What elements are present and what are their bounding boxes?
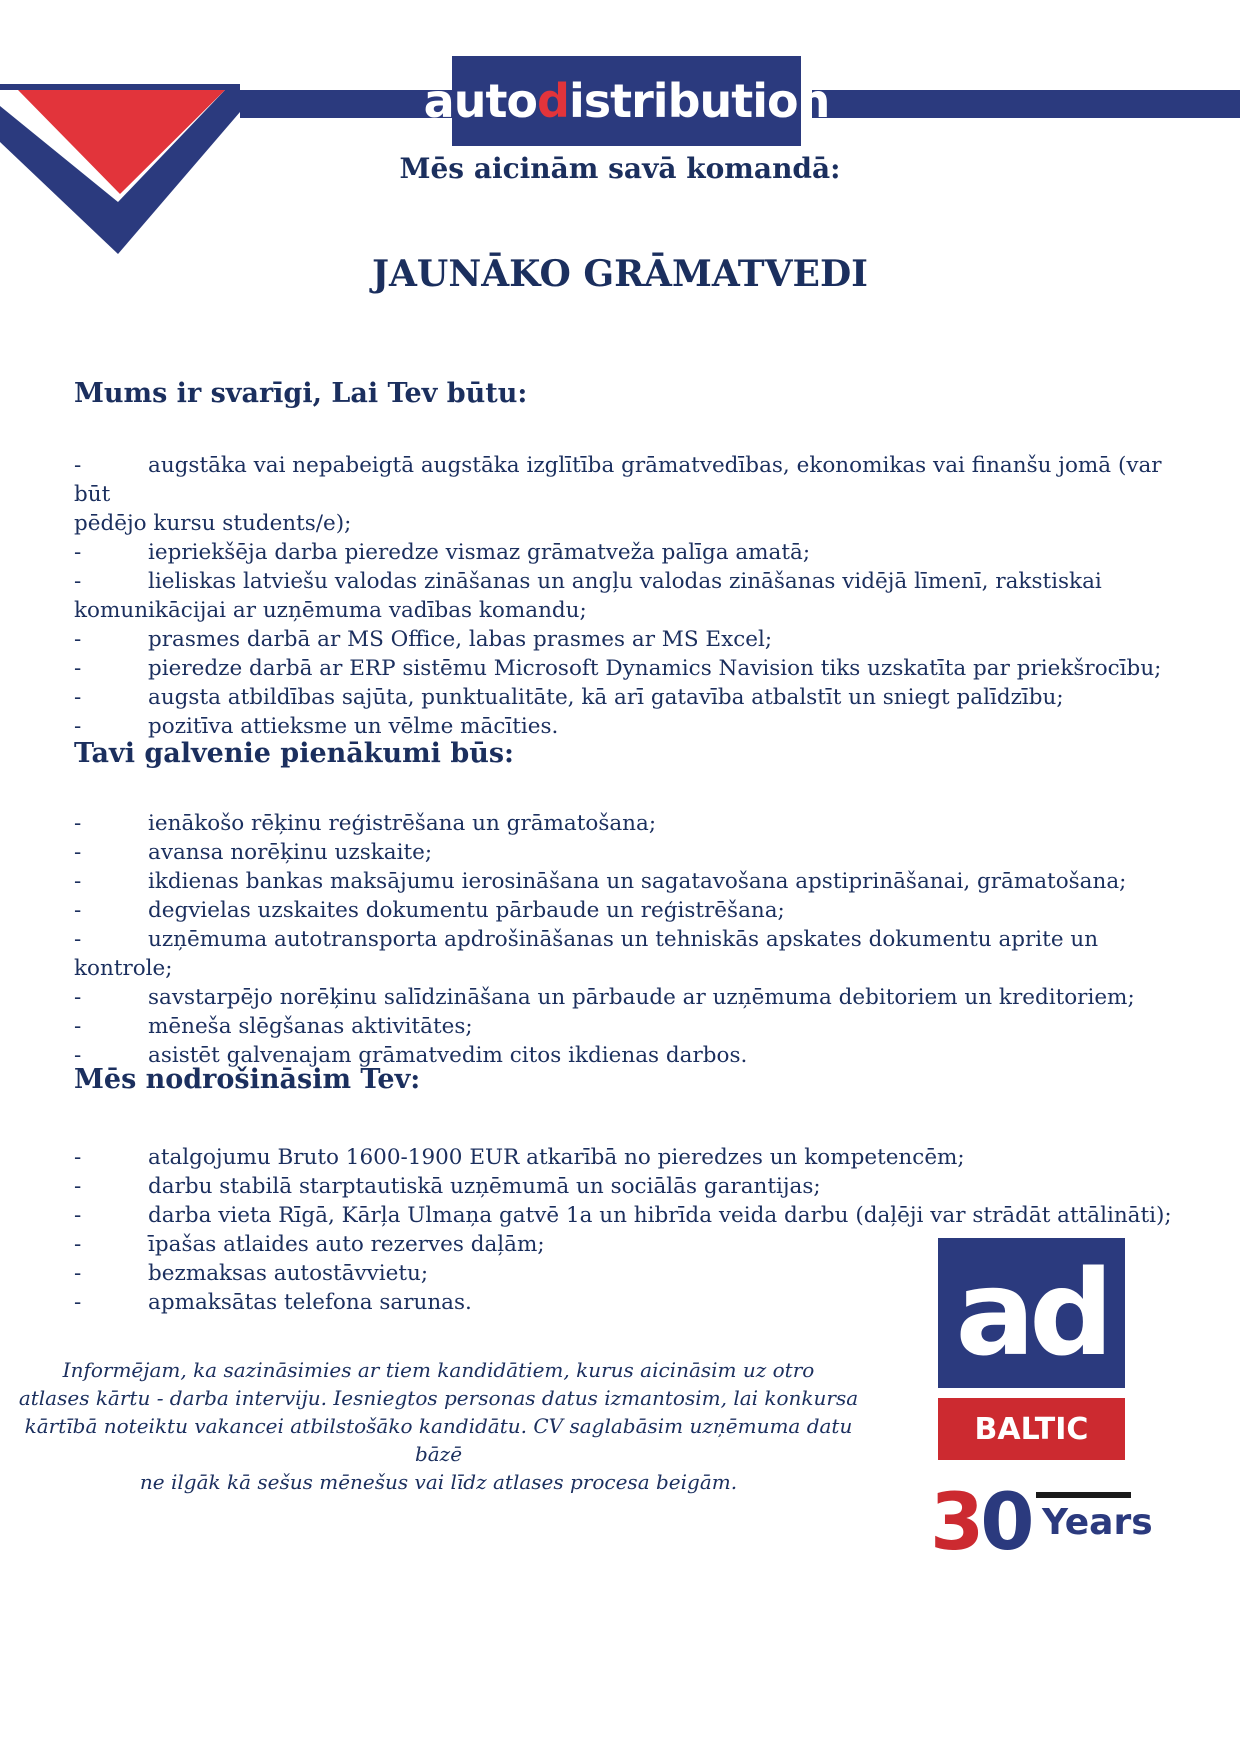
section-heading: Tavi galvenie pienākumi būs: bbox=[74, 738, 514, 769]
autodistribution-logo bbox=[423, 56, 830, 146]
logo-letter-d: d bbox=[537, 74, 569, 128]
duties-list bbox=[74, 809, 1184, 1070]
list-item: - degvielas uzskaites dokumentu pārbaude un reģistrēšana; bbox=[74, 898, 785, 923]
list-item: - avansa norēķinu uzskaite; bbox=[74, 840, 433, 865]
list-item: - mēneša slēgšanas aktivitātes; bbox=[74, 1014, 473, 1039]
job-title: JAUNĀKO GRĀMATVEDI bbox=[371, 253, 869, 295]
list-item-continuation: komunikācijai ar uzņēmuma vadības komandu; bbox=[74, 598, 587, 623]
list-item: - augstāka vai nepabeigtā augstāka izglītība grāmatvedības, ekonomikas vai finanšu jomā (var būt bbox=[74, 453, 1162, 507]
years-label: Years bbox=[1042, 1502, 1153, 1543]
logo-word-istribution: istribution bbox=[568, 74, 830, 128]
logo-word-auto: auto bbox=[423, 74, 538, 128]
years-underline bbox=[1036, 1492, 1131, 1498]
ad-glyph: ad bbox=[955, 1244, 1108, 1382]
notice-line: atlases kārtu - darba interviju. Iesniegtos personas datus izmantosim, lai konkursa bbox=[18, 1386, 859, 1410]
baltic-label-block bbox=[938, 1398, 1125, 1460]
ad-logo-divider bbox=[938, 1388, 1125, 1398]
section-duties bbox=[74, 738, 1184, 1070]
list-item: - augsta atbildības sajūta, punktualitāte, kā arī gatavība atbalstīt un sniegt palīdzību; bbox=[74, 685, 1064, 710]
list-item: - prasmes darbā ar MS Office, labas prasmes ar MS Excel; bbox=[74, 627, 773, 652]
list-item: - savstarpējo norēķinu salīdzināšana un pārbaude ar uzņēmuma debitoriem un kreditoriem; bbox=[74, 985, 1135, 1010]
privacy-notice bbox=[16, 1356, 861, 1496]
years-number: 30 bbox=[930, 1478, 1031, 1568]
list-item: - īpašas atlaides auto rezerves daļām; bbox=[74, 1232, 545, 1257]
list-item: - apmaksātas telefona sarunas. bbox=[74, 1290, 472, 1315]
list-item: - ikdienas bankas maksājumu ierosināšana un sagatavošana apstiprināšanai, grāmatošana; bbox=[74, 869, 1127, 894]
list-item: - atalgojumu Bruto 1600-1900 EUR atkarībā no pieredzes un kompetencēm; bbox=[74, 1145, 965, 1170]
baltic-label: BALTIC bbox=[974, 1411, 1089, 1447]
notice-line: Informējam, ka sazināsimies ar tiem kandidātiem, kurus aicināsim uz otro bbox=[62, 1358, 815, 1382]
list-item: - darbu stabilā starptautiskā uzņēmumā un sociālās garantijas; bbox=[74, 1174, 821, 1199]
header-stripe-right bbox=[812, 90, 1240, 118]
ad-logo-block bbox=[938, 1238, 1125, 1388]
requirements-list bbox=[74, 451, 1184, 741]
section-heading: Mums ir svarīgi, Lai Tev būtu: bbox=[74, 378, 528, 409]
section-heading: Mēs nodrošināsim Tev: bbox=[74, 1064, 421, 1095]
section-requirements bbox=[74, 378, 1184, 741]
list-item: - asistēt galvenajam grāmatvedim citos ikdienas darbos. bbox=[74, 1043, 748, 1068]
list-item: - bezmaksas autostāvvietu; bbox=[74, 1261, 429, 1286]
invite-subtitle: Mēs aicinām savā komandā: bbox=[399, 152, 841, 185]
list-item: - pozitīva attieksme un vēlme mācīties. bbox=[74, 714, 559, 739]
list-item: - lieliskas latviešu valodas zināšanas un angļu valodas zināšanas vidējā līmenī, rakstiskai bbox=[74, 569, 1102, 594]
list-item: - darba vieta Rīgā, Kārļa Ulmaņa gatvē 1a un hibrīda veida darbu (daļēji var strādāt attālināti); bbox=[74, 1203, 1172, 1228]
list-item: - ienākošo rēķinu reģistrēšana un grāmatošana; bbox=[74, 811, 657, 836]
notice-line: ne ilgāk kā sešus mēnešus vai līdz atlases procesa beigām. bbox=[139, 1470, 738, 1494]
list-item: - pieredze darbā ar ERP sistēmu Microsoft Dynamics Navision tiks uzskatīta par priekšrocību; bbox=[74, 656, 1162, 681]
list-item: - iepriekšēja darba pieredze vismaz grāmatveža palīga amatā; bbox=[74, 540, 811, 565]
list-item: - uzņēmuma autotransporta apdrošināšanas un tehniskās apskates dokumentu aprite un kontrole; bbox=[74, 927, 1099, 981]
notice-line: kārtībā noteiktu vakancei atbilstošāko kandidātu. CV saglabāsim uzņēmuma datu bāzē bbox=[24, 1414, 853, 1466]
list-item-continuation: pēdējo kursu students/e); bbox=[74, 511, 352, 536]
